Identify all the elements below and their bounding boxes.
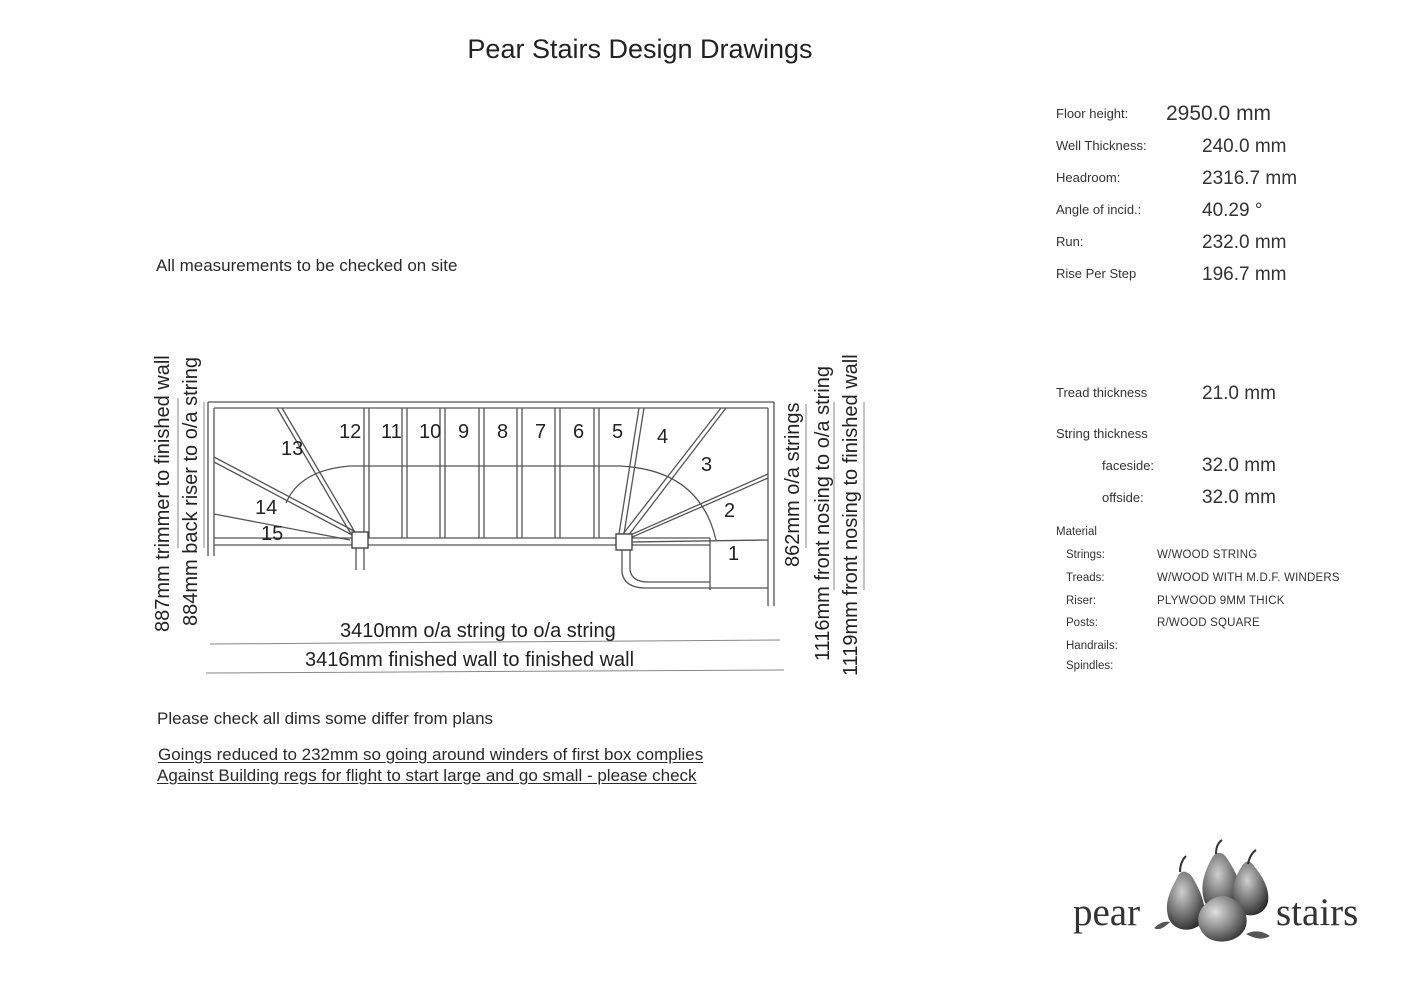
step-number: 13 — [281, 438, 304, 460]
tread-thickness-value: 21.0 mm — [1202, 383, 1276, 404]
step-number: 7 — [535, 421, 547, 443]
strings-value: W/WOOD STRING — [1157, 549, 1258, 561]
pear-fruit-icon — [1150, 836, 1278, 948]
faceside-label: faceside: — [1102, 458, 1155, 473]
well-thickness-value: 240.0 mm — [1202, 136, 1287, 157]
offside-value: 32.0 mm — [1202, 487, 1276, 508]
step-number: 10 — [419, 421, 442, 443]
angle-value: 40.29 ° — [1202, 200, 1263, 221]
page-title: Pear Stairs Design Drawings — [467, 34, 813, 64]
angle-label: Angle of incid.: — [1056, 202, 1142, 217]
riser-label: Riser: — [1066, 595, 1097, 607]
step-number: 6 — [573, 421, 585, 443]
step-number: 1 — [728, 543, 740, 565]
faceside-value: 32.0 mm — [1202, 455, 1276, 476]
spindles-label: Spindles: — [1066, 660, 1114, 672]
step-number: 14 — [255, 497, 278, 519]
goings-note-line-2: Against Building regs for flight to start large and go small - please check — [157, 766, 697, 785]
treads-label: Treads: — [1066, 572, 1105, 584]
offside-label: offside: — [1102, 490, 1144, 505]
run-value: 232.0 mm — [1202, 232, 1287, 253]
strings-label: Strings: — [1066, 549, 1105, 561]
dim-right-front-nosing-string: 1116mm front nosing to o/a string — [812, 366, 834, 661]
string-thickness-label: String thickness — [1056, 426, 1148, 441]
floor-height-value: 2950.0 mm — [1166, 102, 1272, 125]
headroom-label: Headroom: — [1056, 170, 1121, 185]
dim-bottom-wall: 3416mm finished wall to finished wall — [305, 649, 635, 671]
run-label: Run: — [1056, 234, 1084, 249]
site-check-note: All measurements to be checked on site — [156, 256, 458, 275]
step-number: 12 — [339, 421, 362, 443]
logo-text-pear: pear — [1073, 891, 1141, 934]
dim-right-front-nosing-wall: 1119mm front nosing to finished wall — [840, 354, 862, 676]
riser-value: PLYWOOD 9MM THICK — [1157, 595, 1285, 607]
rise-value: 196.7 mm — [1202, 264, 1287, 285]
dim-bottom-string: 3410mm o/a string to o/a string — [340, 620, 616, 642]
step-number: 2 — [724, 500, 736, 522]
step-number: 4 — [657, 426, 669, 448]
posts-value: R/WOOD SQUARE — [1157, 617, 1260, 629]
well-thickness-label: Well Thickness: — [1056, 138, 1147, 153]
tread-thickness-label: Tread thickness — [1056, 385, 1148, 400]
treads-value: W/WOOD WITH M.D.F. WINDERS — [1157, 572, 1340, 584]
step-number: 5 — [612, 421, 624, 443]
headroom-value: 2316.7 mm — [1202, 168, 1298, 189]
rise-label: Rise Per Step — [1056, 266, 1137, 281]
goings-note-line-1: Goings reduced to 232mm so going around winders of first box complies — [158, 745, 704, 764]
logo-text-stairs: stairs — [1276, 891, 1359, 934]
newel-post-right — [616, 534, 632, 550]
plan-linework — [208, 402, 774, 606]
step-number: 3 — [701, 454, 713, 476]
step-number: 15 — [261, 523, 284, 545]
step-number: 8 — [497, 421, 509, 443]
handrails-label: Handrails: — [1066, 640, 1118, 652]
newel-post-left — [352, 532, 368, 548]
dim-right-strings: 862mm o/a strings — [782, 402, 804, 567]
dim-left-back-riser: 884mm back riser to o/a string — [180, 357, 202, 626]
step-number: 11 — [381, 421, 402, 443]
material-heading: Material — [1056, 526, 1097, 538]
step-number: 9 — [458, 421, 470, 443]
posts-label: Posts: — [1066, 617, 1098, 629]
dim-left-trimmer: 887mm trimmer to finished wall — [152, 355, 174, 632]
dims-check-note: Please check all dims some differ from plans — [157, 709, 494, 728]
floor-height-label: Floor height: — [1056, 106, 1129, 121]
